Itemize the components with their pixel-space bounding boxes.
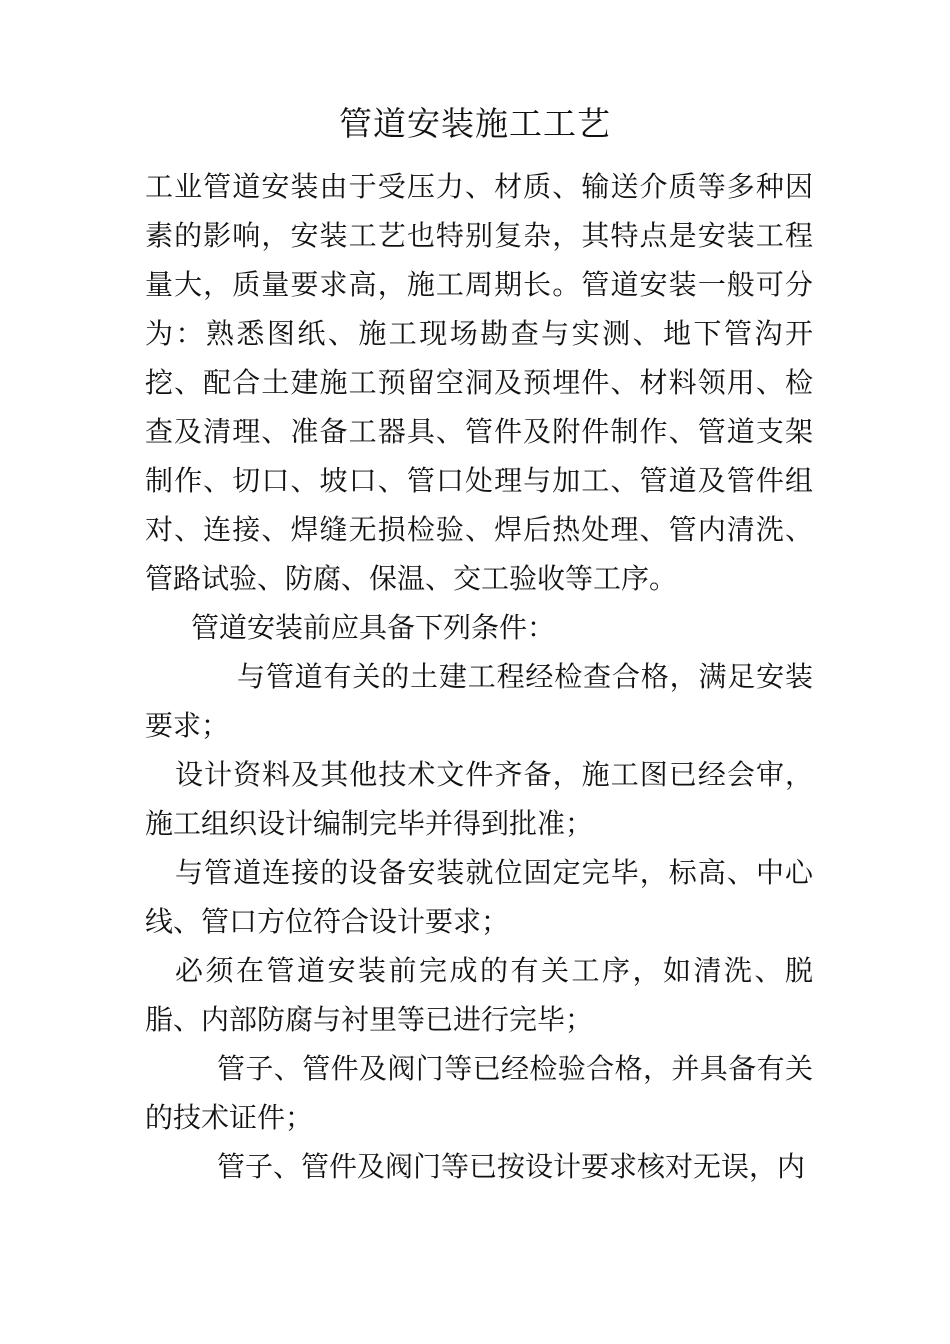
document-title: 管道安装施工工艺	[339, 104, 611, 143]
condition-item-5: 管子、管件及阀门等已经检验合格，并具备有关的技术证件；	[145, 1052, 813, 1134]
conditions-heading: 管道安装前应具备下列条件：	[191, 611, 556, 644]
condition-item-3: 与管道连接的设备安装就位固定完毕，标高、中心线、管口方位符合设计要求；	[145, 856, 813, 938]
document-body	[145, 162, 813, 1191]
condition-item-2: 设计资料及其他技术文件齐备，施工图已经会审，施工组织设计编制完毕并得到批准；	[145, 758, 813, 840]
condition-item-1: 与管道有关的土建工程经检查合格，满足安装要求；	[145, 660, 813, 742]
intro-paragraph: 工业管道安装由于受压力、材质、输送介质等多种因素的影响，安装工艺也特别复杂，其特点是安装工程量大，质量要求高，施工周期长。管道安装一般可分为：熟悉图纸、施工现场勘查与实测、地下管沟开挖、配合土建施工预留空洞及预埋件、材料领用、检查及清理、准备工器具、管件及附件制作、管道支架制作、切口、坡口、管口处理与加工、管道及管件组对、连接、焊缝无损检验、焊后热处理、管内清洗、管路试验、防腐、保温、交工验收等工序。	[145, 170, 813, 595]
condition-item-6: 管子、管件及阀门等已按设计要求核对无误，内	[217, 1150, 806, 1183]
condition-item-4: 必须在管道安装前完成的有关工序，如清洗、脱脂、内部防腐与衬里等已进行完毕；	[145, 954, 813, 1036]
